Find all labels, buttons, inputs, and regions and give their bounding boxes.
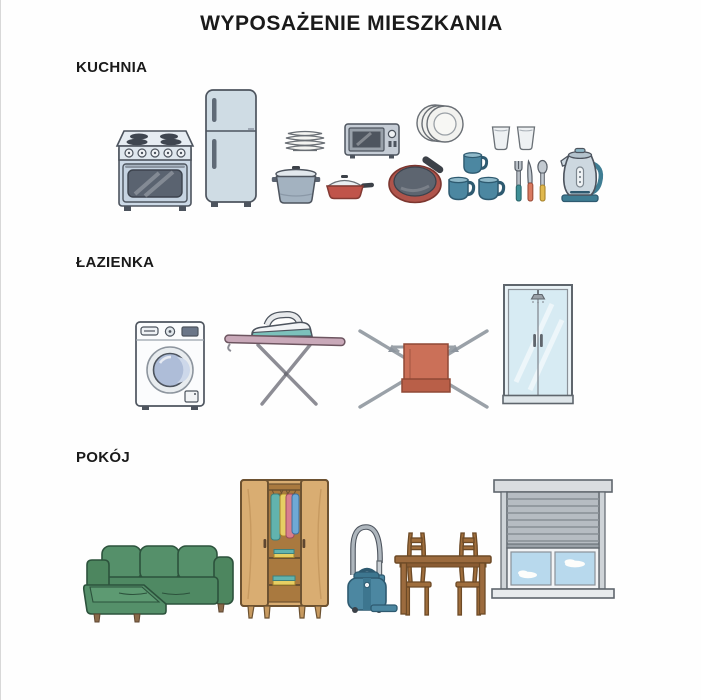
ironing-board-with-iron-icon bbox=[222, 308, 348, 410]
electric-kettle-icon bbox=[556, 145, 608, 205]
pot-icon bbox=[271, 164, 321, 205]
section-label-lazienka: ŁAZIENKA bbox=[76, 254, 155, 271]
drying-rack-with-towel-icon bbox=[352, 317, 495, 412]
glasses-icon bbox=[490, 125, 538, 152]
wardrobe-icon bbox=[236, 477, 333, 621]
page-title: WYPOSAŻENIE MIESZKANIA bbox=[200, 12, 503, 35]
window-with-roller-blind-icon bbox=[490, 476, 616, 604]
pan-with-lid-icon bbox=[323, 174, 375, 203]
mug-icon bbox=[476, 175, 506, 202]
gas-stove-icon bbox=[111, 120, 199, 214]
dinner-plates-icon bbox=[416, 101, 468, 148]
mug-icon bbox=[460, 151, 490, 175]
mug-icon bbox=[446, 175, 476, 202]
frying-pan-icon bbox=[387, 148, 451, 205]
table-with-chairs-icon bbox=[388, 527, 498, 618]
cutlery-icon bbox=[512, 159, 550, 204]
shower-cabin-icon bbox=[500, 282, 576, 413]
refrigerator-icon bbox=[200, 88, 262, 210]
corner-sofa-icon bbox=[72, 541, 239, 625]
washing-machine-icon bbox=[133, 319, 207, 412]
section-label-kuchnia: KUCHNIA bbox=[76, 59, 148, 76]
plate-stack-icon bbox=[281, 129, 329, 154]
section-label-pokoj: POKÓJ bbox=[76, 449, 131, 466]
